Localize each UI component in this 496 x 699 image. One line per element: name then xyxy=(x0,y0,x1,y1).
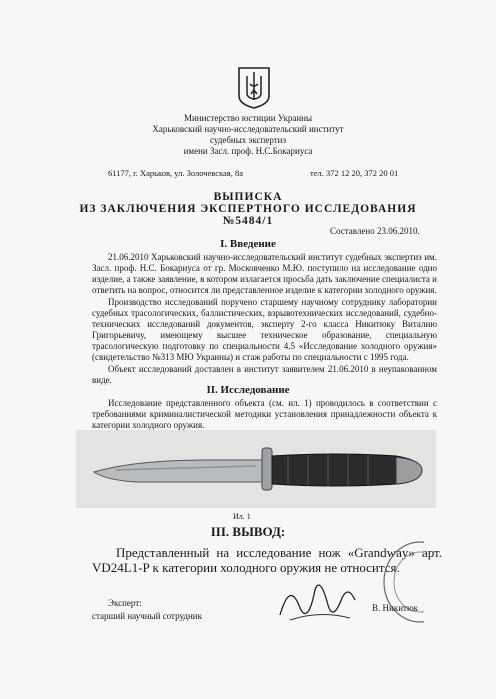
stamp-icon xyxy=(380,540,424,626)
institute-name-line2: судебных экспертиз xyxy=(209,135,287,145)
conclusion-text: Представленный на исследование нож «Grandway» арт. VD24L1-P к категории холодного оружия не относится. xyxy=(92,545,442,575)
doc-date: Составлено 23.06.2010. xyxy=(330,226,420,236)
figure-caption: Ил. 1 xyxy=(233,512,251,521)
intro-paragraph-2: Производство исследований поручено старшему научному сотруднику лаборатории судебных трасологических, баллистических, взрывотехнических исследований, судебно-технических исследований документов, эксперту 2-го класса Никитюку Виталию Григорьевичу, имеющему высшее техническое образование, специальную трасологическую подготовку по специальности 4.5 «Исследование холодного оружия» (свидетельство №313 МЮ Украины) и стаж работы по специальности с 1995 года. xyxy=(92,297,437,362)
signature-name: В. Никитюк xyxy=(372,603,419,613)
signature-icon xyxy=(270,570,360,630)
signature-role: Эксперт: xyxy=(108,598,142,608)
intro-paragraph-3: Объект исследований доставлен в институт заявителем 21.06.2010 в неупакованном виде. xyxy=(92,364,437,385)
research-paragraph: Исследование представленного объекта (см. ил. 1) проводилось в соответствии с требованиями криминалистической методики установления принадлежности объекта к категории холодного оружия. xyxy=(92,398,437,430)
institute-name-line1: Харьковский научно-исследовательский институт xyxy=(152,124,344,134)
section-conclusion-heading: III. ВЫВОД: xyxy=(210,524,286,539)
coat-of-arms-icon xyxy=(236,66,272,110)
doc-title: ВЫПИСКА xyxy=(213,191,283,203)
section-intro-heading: I. Введение xyxy=(220,238,276,250)
institute-name-line3: имени Засл. проф. Н.С.Бокариуса xyxy=(183,146,313,156)
knife-photo xyxy=(76,430,436,508)
institute-address: 61177, г. Харьков, ул. Золочевская, 8а xyxy=(108,168,243,178)
signature-position: старший научный сотрудник xyxy=(92,611,202,621)
ministry-name: Министерство юстиции Украины xyxy=(183,113,313,123)
doc-number: №5484/1 xyxy=(222,215,274,227)
intro-paragraph-1: 21.06.2010 Харьковский научно-исследовательский институт судебных экспертиз им. Засл. проф. Н.С. Бокариуса от гр. Московченко М.Ю. поступило на исследование одно изделие, а также заявление, в котором излагается просьба дать заключение специалиста и ответить на вопрос, относится ли представленное изделие к категории холодного оружия. xyxy=(92,252,437,295)
section-research-heading: II. Исследование xyxy=(206,384,290,396)
doc-subtitle: ИЗ ЗАКЛЮЧЕНИЯ ЭКСПЕРТНОГО ИССЛЕДОВАНИЯ xyxy=(79,203,417,215)
institute-phone: тел. 372 12 20, 372 20 01 xyxy=(310,168,399,178)
